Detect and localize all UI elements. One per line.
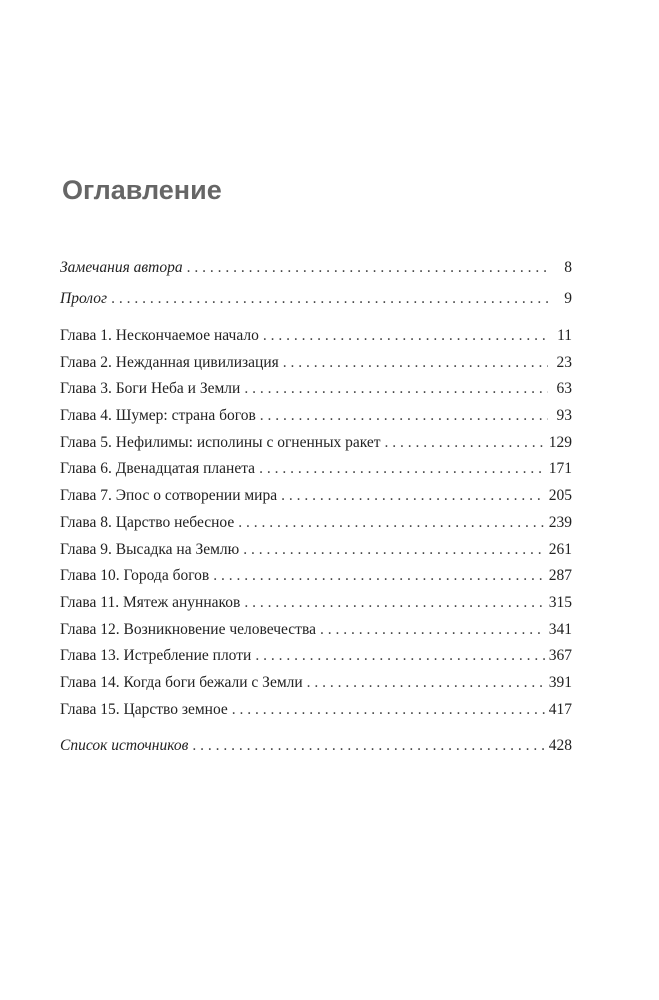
toc-entry-label: Глава 9. Высадка на Землю	[60, 540, 240, 558]
toc-entry-page: 205	[548, 487, 572, 505]
toc-entry-page: 11	[557, 327, 572, 344]
toc-entry-page: 9	[564, 290, 572, 307]
toc-entry-label: Глава 13. Истребление плоти	[60, 647, 252, 665]
toc-entry[interactable]	[60, 670, 572, 697]
toc-entry-label: Глава 4. Шумер: страна богов	[60, 407, 256, 425]
dot-leader	[244, 376, 548, 403]
toc-entry[interactable]	[60, 483, 572, 510]
toc-entry[interactable]	[60, 286, 572, 313]
dot-leader	[281, 483, 545, 510]
toc-entry-label: Список источников	[60, 737, 189, 754]
toc-entry[interactable]	[60, 537, 572, 564]
toc-entry-page: 63	[556, 380, 572, 398]
dot-leader	[385, 430, 545, 457]
toc-entry-page: 341	[548, 620, 572, 638]
toc-entry[interactable]	[60, 510, 572, 537]
toc-entry[interactable]	[60, 323, 572, 350]
toc-entry-page: 391	[548, 673, 572, 691]
dot-leader	[243, 537, 545, 564]
toc-entry-page: 23	[556, 353, 572, 371]
toc-chapters	[60, 323, 572, 723]
dot-leader	[187, 255, 548, 282]
page-title: Оглавление	[62, 175, 222, 205]
toc-entry[interactable]	[60, 430, 572, 457]
toc-entry[interactable]	[60, 255, 572, 282]
toc-entry-page: 367	[548, 647, 572, 665]
toc-entry-page: 8	[564, 259, 572, 276]
dot-leader	[111, 286, 548, 313]
toc-entry-label: Глава 10. Города богов	[60, 567, 210, 585]
toc-entry-label: Глава 1. Нескончаемое начало	[60, 327, 259, 344]
toc-entry-label: Глава 6. Двенадцатая планета	[60, 460, 256, 478]
toc-entry-page: 315	[548, 593, 572, 611]
dot-leader	[263, 323, 548, 350]
toc-entry-page: 171	[548, 460, 572, 478]
toc-entry-label: Глава 2. Нежданная цивилизация	[60, 353, 279, 371]
toc-entry-label: Глава 8. Царство небесное	[60, 513, 235, 531]
dot-leader	[307, 670, 545, 697]
dot-leader	[259, 456, 545, 483]
dot-leader	[238, 510, 545, 537]
toc-entry-page: 93	[556, 407, 572, 425]
toc-entry-page: 261	[548, 540, 572, 558]
dot-leader	[244, 590, 544, 617]
toc-entry-label: Глава 7. Эпос о сотворении мира	[60, 487, 278, 505]
toc-entry[interactable]	[60, 697, 572, 724]
toc-entry[interactable]	[60, 376, 572, 403]
toc-entry-page: 129	[548, 433, 572, 451]
dot-leader	[283, 350, 548, 377]
toc-prologue	[60, 286, 572, 313]
dot-leader	[260, 403, 548, 430]
toc-back-matter	[60, 733, 572, 760]
toc-entry-label: Глава 15. Царство земное	[60, 700, 228, 718]
dot-leader	[255, 643, 544, 670]
toc-entry[interactable]	[60, 350, 572, 377]
toc-entry[interactable]	[60, 456, 572, 483]
dot-leader	[213, 563, 545, 590]
toc-entry-page: 417	[548, 700, 572, 718]
toc-entry[interactable]	[60, 590, 572, 617]
toc-entry[interactable]	[60, 563, 572, 590]
toc-entry-label: Глава 3. Боги Неба и Земли	[60, 380, 241, 398]
toc-front-matter	[60, 255, 572, 282]
toc-entry-label: Замечания автора	[60, 259, 183, 276]
toc-entry-label: Глава 11. Мятеж ануннаков	[60, 593, 241, 611]
toc-entry[interactable]	[60, 617, 572, 644]
toc-entry-label: Глава 12. Возникновение человечества	[60, 620, 316, 638]
toc-entry-page: 239	[548, 513, 572, 531]
dot-leader	[232, 697, 545, 724]
toc-entry-page: 428	[548, 737, 572, 754]
dot-leader	[320, 617, 545, 644]
toc-entry-page: 287	[548, 567, 572, 585]
toc-entry-label: Глава 5. Нефилимы: исполины с огненных ракет	[60, 433, 381, 451]
dot-leader	[192, 733, 544, 760]
toc-entry-label: Пролог	[60, 290, 108, 307]
toc-entry[interactable]	[60, 733, 572, 760]
toc-entry[interactable]	[60, 403, 572, 430]
toc-entry[interactable]	[60, 643, 572, 670]
toc-entry-label: Глава 14. Когда боги бежали с Земли	[60, 673, 303, 691]
